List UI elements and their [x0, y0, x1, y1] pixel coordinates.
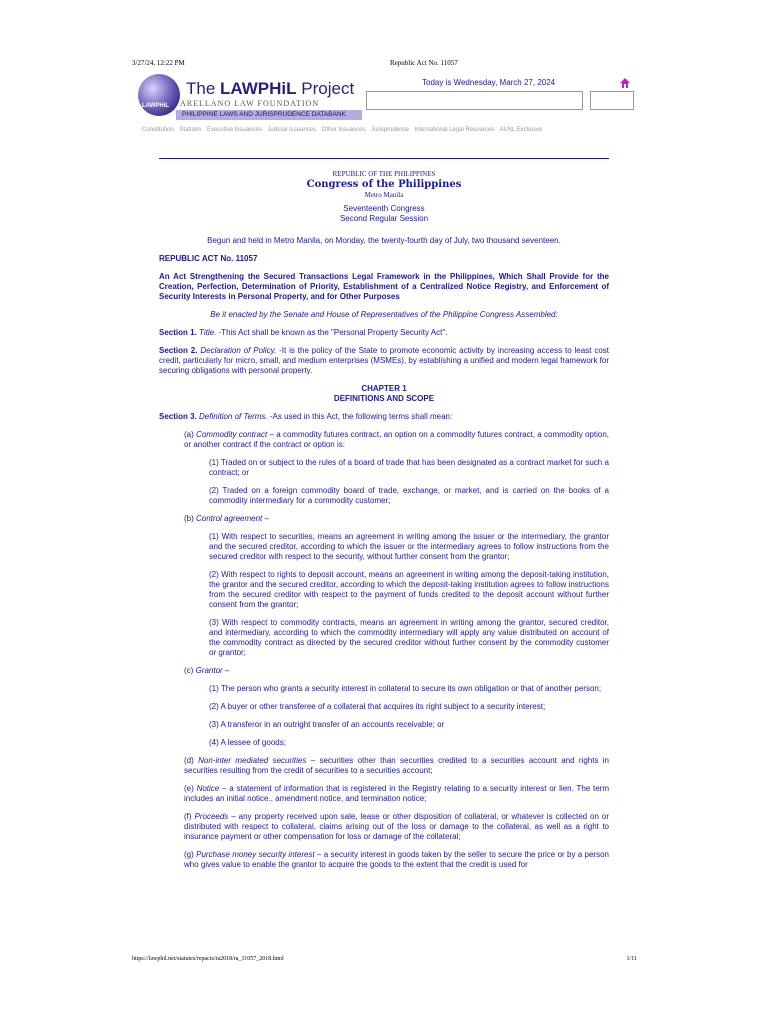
page-number: 1/11 [626, 956, 637, 962]
congress-heading: Congress of the Philippines [306, 179, 462, 190]
home-icon[interactable] [620, 78, 630, 88]
definition-g: (g) Purchase money security interest – a security interest in goods taken by the seller to secure the price or by a person who gives value to enable the grantor to acquire the goods to the extent that the credit is used for [184, 850, 609, 869]
section-1: Section 1. Title. -This Act shall be known as the "Personal Property Security Act". [159, 328, 448, 337]
chapter-number: CHAPTER 1 [361, 384, 407, 393]
nav-constitution[interactable]: Constitution [142, 127, 174, 133]
definition-d: (d) Non-inter mediated securities – securities other than securities credited to a securities account and rights in securities resulting from the credit of securities to a securities account; [184, 756, 609, 775]
congress-number: Seventeenth Congress [343, 204, 425, 213]
begun-text: Begun and held in Metro Manila, on Monday, the twenty-fourth day of July, two thousand seventeen. [207, 236, 561, 245]
definition-c3: (3) A transferor in an outright transfer of an accounts receivable; or [209, 720, 445, 729]
print-date: 3/27/24, 12:22 PM [132, 59, 185, 67]
nav-other[interactable]: Other Issuances [321, 127, 366, 133]
definition-b2: (2) With respect to rights to deposit account, means an agreement in writing among the deposit-taking institution, the grantor and the secured creditor, according to which the deposit-taking institution agrees to follow instructions from the secured creditor with respect to the payment of funds credited to the deposit account without further consent from the grantor; [209, 570, 609, 609]
logo-title: The LAWPHiL Project [186, 79, 355, 98]
definition-c4: (4) A lessee of goods; [209, 738, 286, 747]
republic-heading: REPUBLIC OF THE PHILIPPINES [332, 170, 436, 178]
logo-subtitle: ARELLANO LAW FOUNDATION [180, 99, 320, 108]
definition-a2: (2) Traded on a foreign commodity board of trade, exchange, or market, and is carried on the books of a commodity intermediary for a commodity customer; [209, 486, 609, 505]
search-input[interactable] [366, 91, 583, 110]
print-header [132, 59, 637, 71]
definition-b3: (3) With respect to commodity contracts, means an agreement in writing among the grantor, secured creditor, and intermediary, according to which the commodity intermediary will apply any value distributed on account of the commodity contract as directed by the secured creditor without further consent by the commodity customer or grantor; [209, 618, 609, 657]
enacting-clause: Be it enacted by the Senate and House of Representatives of the Philippine Congress Assembled: [210, 310, 558, 319]
document-body [159, 170, 609, 870]
definition-a1: (1) Traded on or subject to the rules of a board of trade that has been designated as a contract market for such a contract; or [209, 458, 609, 477]
definition-c2: (2) A buyer or other transferee of a collateral that acquires its right subject to a security interest; [209, 702, 546, 711]
globe-logo-icon [138, 74, 180, 116]
definition-a: (a) Commodity contract – a commodity futures contract, an option on a commodity futures contract, a commodity option, or another contract if the contract or option is: [184, 430, 609, 449]
nav-statutes[interactable]: Statutes [179, 127, 202, 133]
nav-judicial[interactable]: Judicial Issuances [267, 127, 317, 133]
today-date: Today is Wednesday, March 27, 2024 [422, 78, 556, 87]
section-2: Section 2. Declaration of Policy. -It is the policy of the State to promote economic activity by increasing access to least cost credit, particularly for micro, small, and medium enterprises (MSMEs), by establishing a unified and modern legal framework for securing obligations with personal property. [159, 346, 609, 375]
definition-b: (b) Control agreement – [184, 514, 269, 523]
chapter-title: DEFINITIONS AND SCOPE [333, 394, 435, 403]
globe-label: LAWPHiL [142, 103, 169, 109]
definition-e: (e) Notice – a statement of information that is registered in the Registry relating to a security interest or lien. The term includes an initial notice., amendment notice, and termination notice; [184, 784, 610, 803]
nav-bar [142, 127, 632, 135]
print-footer [132, 956, 637, 966]
nav-jurisprudence[interactable]: Jurisprudence [371, 127, 409, 133]
footer-url: https://lawphil.net/statutes/repacts/ra2018/ra_11057_2018.html [132, 956, 284, 962]
site-logo[interactable] [138, 74, 363, 126]
divider [159, 158, 609, 159]
act-title: An Act Strengthening the Secured Transactions Legal Framework in the Philippines, Which Shall Provide for the Creation, Perfection, Determination of Priority, Establishment of a Centralized Notice Registry, and Enforcement of Security Interests in Personal Property, and for Other Purposes [159, 272, 609, 301]
session: Second Regular Session [339, 214, 429, 223]
print-title: Republic Act No. 11057 [390, 59, 458, 67]
definition-f: (f) Proceeds – any property received upon sale, lease or other disposition of collateral, or whatever is collected on or distributed with respect to collateral, claims arising out of the loss or damage to the collateral, as well as a right to insurance payment or other compensation for loss or damage of the collateral; [184, 812, 609, 841]
metro-heading: Metro Manila [364, 191, 404, 199]
search-button[interactable] [590, 91, 634, 110]
ra-number: REPUBLIC ACT No. 11057 [159, 254, 258, 263]
nav-ausl[interactable]: AUSL Exclusive [499, 127, 543, 133]
section-3: Section 3. Definition of Terms. -As used in this Act, the following terms shall mean: [159, 412, 453, 421]
logo-band: PHILIPPINE LAWS AND JURISPRUDENCE DATABANK [176, 110, 362, 120]
nav-international[interactable]: International Legal Resources [414, 127, 495, 133]
nav-executive[interactable]: Executive Issuances [207, 127, 262, 133]
definition-c: (c) Grantor – [184, 666, 230, 675]
definition-c1: (1) The person who grants a security interest in collateral to secure its own obligation or that of another person; [209, 684, 602, 693]
definition-b1: (1) With respect to securities, means an agreement in writing among the issuer or the intermediary, the grantor and the secured creditor, according to which the issuer or the intermediary agrees to follow instructions from the secured creditor with respect to the security, without further consent from the grantor; [209, 532, 609, 561]
